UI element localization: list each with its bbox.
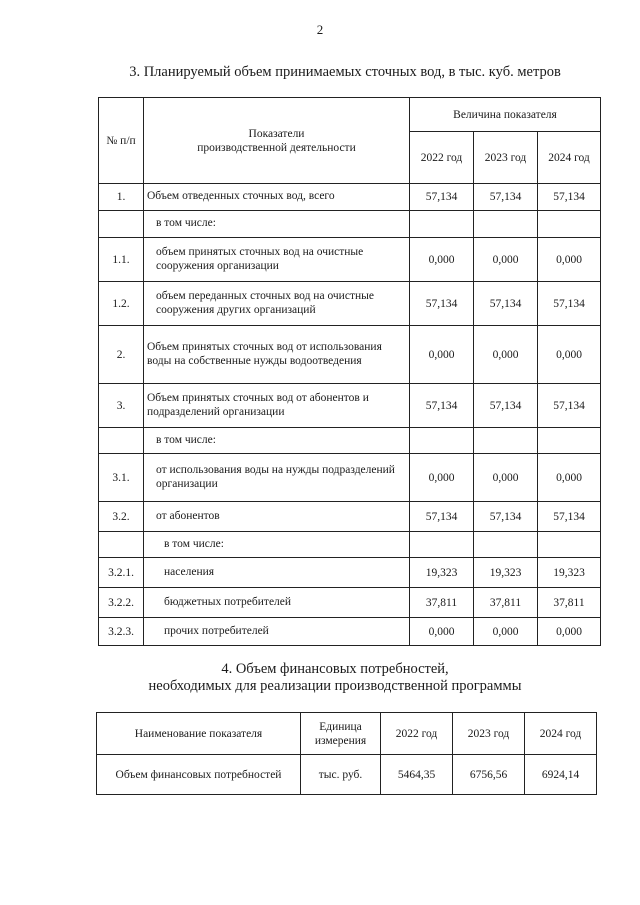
row-value: 57,134 bbox=[410, 502, 474, 532]
row-label: от использования воды на нужды подразделений организации bbox=[144, 454, 410, 502]
row-number bbox=[99, 428, 144, 454]
table-row bbox=[99, 238, 601, 282]
section-4-title bbox=[15, 661, 640, 695]
financial-needs-table bbox=[96, 712, 597, 795]
row-value: 57,134 bbox=[474, 184, 538, 211]
row-value bbox=[410, 211, 474, 238]
row-value: 57,134 bbox=[538, 184, 601, 211]
row-label: объем переданных сточных вод на очистные сооружения других организаций bbox=[144, 282, 410, 326]
table-row bbox=[99, 502, 601, 532]
header-year-2023: 2023 год bbox=[474, 132, 538, 184]
row-value: 0,000 bbox=[538, 238, 601, 282]
row-value: 0,000 bbox=[538, 454, 601, 502]
row-value bbox=[538, 211, 601, 238]
section-4-title-line1: 4. Объем финансовых потребностей, bbox=[221, 661, 449, 677]
table-row bbox=[99, 532, 601, 558]
row-unit: тыс. руб. bbox=[301, 755, 381, 795]
row-value: 19,323 bbox=[410, 558, 474, 588]
header-num: № п/п bbox=[99, 98, 144, 184]
header-value-group: Величина показателя bbox=[410, 98, 601, 132]
row-value: 0,000 bbox=[410, 454, 474, 502]
table-row bbox=[99, 184, 601, 211]
page-number: 2 bbox=[316, 22, 324, 37]
row-label: объем принятых сточных вод на очистные сооружения организации bbox=[144, 238, 410, 282]
table-row bbox=[99, 454, 601, 502]
header-year-2024: 2024 год bbox=[538, 132, 601, 184]
row-number: 3.2.3. bbox=[99, 618, 144, 646]
row-number: 1.1. bbox=[99, 238, 144, 282]
table-row bbox=[97, 755, 597, 795]
row-value bbox=[474, 532, 538, 558]
row-value: 57,134 bbox=[474, 282, 538, 326]
row-number: 3.2. bbox=[99, 502, 144, 532]
row-value bbox=[474, 428, 538, 454]
row-number bbox=[99, 211, 144, 238]
row-value: 57,134 bbox=[538, 282, 601, 326]
table-row bbox=[99, 588, 601, 618]
row-value: 57,134 bbox=[410, 282, 474, 326]
row-value bbox=[538, 428, 601, 454]
row-label: в том числе: bbox=[144, 211, 410, 238]
row-number: 3.2.1. bbox=[99, 558, 144, 588]
row-value: 57,134 bbox=[538, 384, 601, 428]
section-3-title: 3. Планируемый объем принимаемых сточных вод, в тыс. куб. метров bbox=[129, 64, 561, 80]
row-number: 1. bbox=[99, 184, 144, 211]
row-value: 6924,14 bbox=[525, 755, 597, 795]
row-value bbox=[410, 532, 474, 558]
row-value: 0,000 bbox=[410, 326, 474, 384]
row-number bbox=[99, 532, 144, 558]
row-value: 0,000 bbox=[410, 238, 474, 282]
row-label: Объем принятых сточных вод от абонентов и подразделений организации bbox=[144, 384, 410, 428]
row-value: 0,000 bbox=[474, 238, 538, 282]
row-value: 57,134 bbox=[474, 384, 538, 428]
row-label: от абонентов bbox=[144, 502, 410, 532]
row-label: бюджетных потребителей bbox=[144, 588, 410, 618]
row-value: 6756,56 bbox=[453, 755, 525, 795]
row-label: в том числе: bbox=[144, 532, 410, 558]
row-value: 0,000 bbox=[474, 618, 538, 646]
row-value: 0,000 bbox=[538, 618, 601, 646]
table-row bbox=[99, 282, 601, 326]
row-number: 1.2. bbox=[99, 282, 144, 326]
row-value: 57,134 bbox=[538, 502, 601, 532]
row-value bbox=[410, 428, 474, 454]
wastewater-volume-table bbox=[98, 97, 601, 646]
row-value: 0,000 bbox=[410, 618, 474, 646]
header-year-2022: 2022 год bbox=[381, 713, 453, 755]
table-row bbox=[99, 384, 601, 428]
row-number: 3. bbox=[99, 384, 144, 428]
row-value: 5464,35 bbox=[381, 755, 453, 795]
row-number: 3.2.2. bbox=[99, 588, 144, 618]
header-year-2023: 2023 год bbox=[453, 713, 525, 755]
row-value bbox=[538, 532, 601, 558]
row-value: 37,811 bbox=[410, 588, 474, 618]
header-year-2024: 2024 год bbox=[525, 713, 597, 755]
row-value: 0,000 bbox=[538, 326, 601, 384]
header-year-2022: 2022 год bbox=[410, 132, 474, 184]
row-value: 37,811 bbox=[474, 588, 538, 618]
table-row bbox=[99, 428, 601, 454]
section-4-title-line2: необходимых для реализации производственной программы bbox=[148, 678, 522, 694]
row-value: 0,000 bbox=[474, 454, 538, 502]
table-row bbox=[99, 211, 601, 238]
row-value: 57,134 bbox=[474, 502, 538, 532]
row-value: 0,000 bbox=[474, 326, 538, 384]
header-indicator: Показатели производственной деятельности bbox=[144, 98, 410, 184]
row-label: Объем принятых сточных вод от использования воды на собственные нужды водоотведения bbox=[144, 326, 410, 384]
header-unit: Единица измерения bbox=[301, 713, 381, 755]
row-label: прочих потребителей bbox=[144, 618, 410, 646]
row-value bbox=[474, 211, 538, 238]
table-row bbox=[99, 326, 601, 384]
row-value: 57,134 bbox=[410, 384, 474, 428]
row-value: 19,323 bbox=[538, 558, 601, 588]
table-row bbox=[99, 558, 601, 588]
table-row bbox=[99, 618, 601, 646]
row-value: 19,323 bbox=[474, 558, 538, 588]
row-value: 37,811 bbox=[538, 588, 601, 618]
row-label: населения bbox=[144, 558, 410, 588]
row-label: в том числе: bbox=[144, 428, 410, 454]
row-label: Объем отведенных сточных вод, всего bbox=[144, 184, 410, 211]
row-value: 57,134 bbox=[410, 184, 474, 211]
row-number: 2. bbox=[99, 326, 144, 384]
header-name: Наименование показателя bbox=[97, 713, 301, 755]
row-number: 3.1. bbox=[99, 454, 144, 502]
row-name: Объем финансовых потребностей bbox=[97, 755, 301, 795]
